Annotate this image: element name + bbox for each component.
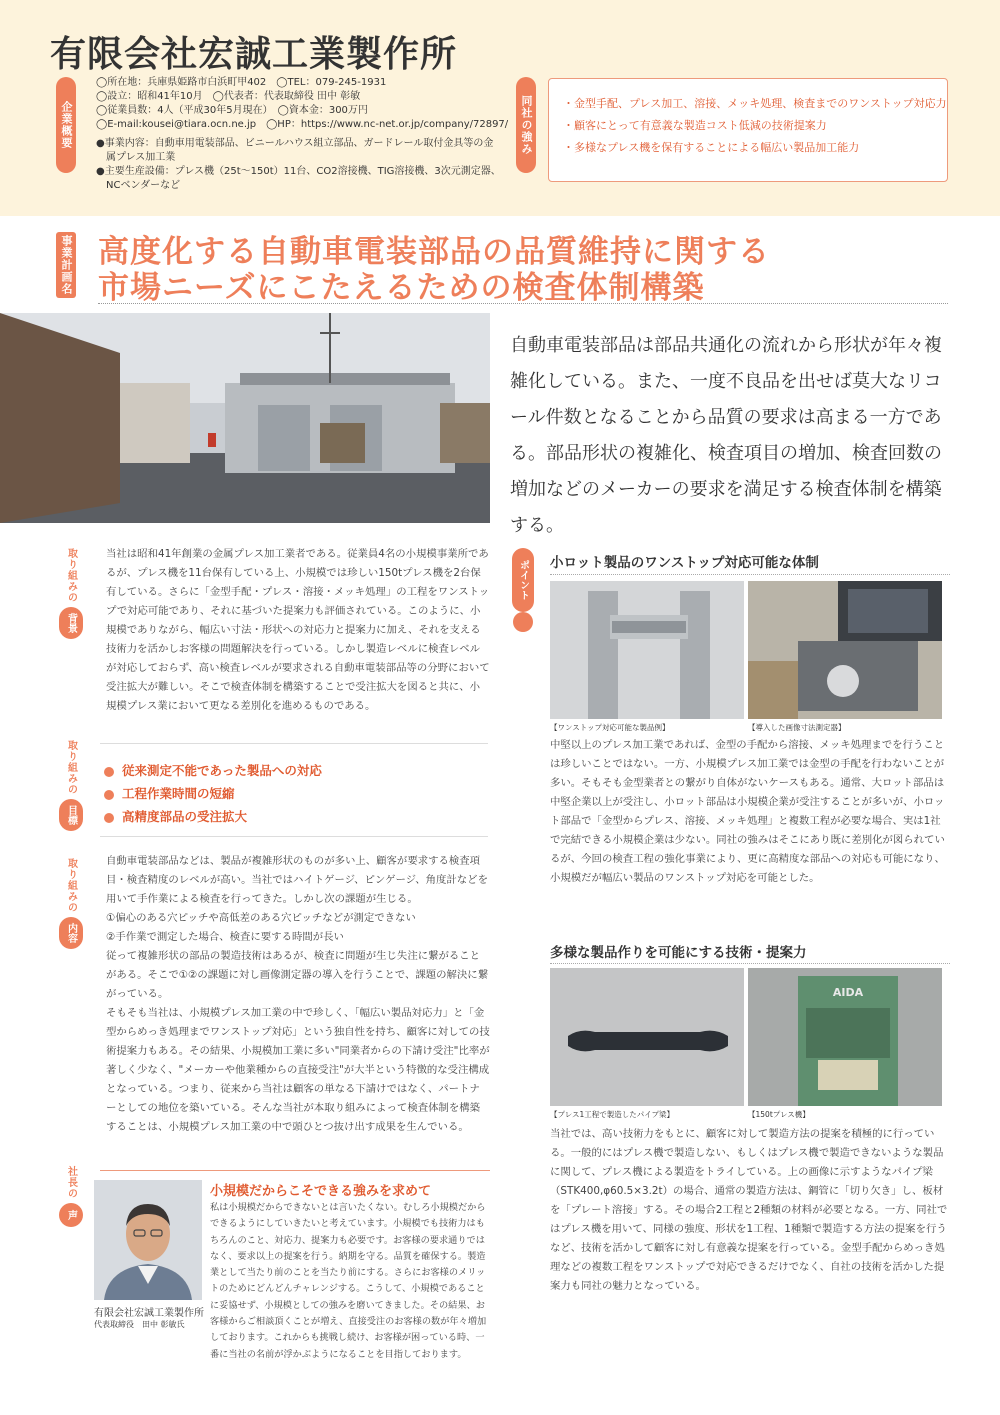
strength-tab: 同社の強み — [516, 77, 536, 173]
product-example-photo — [550, 581, 744, 719]
bullet-icon — [104, 813, 114, 823]
content-paragraph: 自動車電装部品などは、製品が複雑形状のものが多い上、顧客が要求する検査項目・検査精度のレベルが高い。当社ではハイトゲージ、ピンゲージ、角度計などを用いて手作業による検査を行ってきた。しかし次の課題が生じる。 — [106, 855, 488, 905]
goal-label: 高精度部品の受注拡大 — [122, 809, 248, 824]
strength-box — [548, 78, 948, 182]
factory-photo — [0, 313, 490, 523]
info-line: NCベンダーなど — [96, 180, 181, 191]
bullet-icon — [104, 767, 114, 777]
badge-label: 内容 — [59, 917, 83, 949]
background-text: 当社は昭和41年創業の金属プレス加工業者である。従業員4名の小規模事業所であるが、プレス機を11台保有している上、小規模では珍しい150tプレス機を2台保有している。さらに「金型手配・プレス・溶接・メッキ処理」の工程をワンストップで対応可能であり、それに基づいた提案力も評価されている。このように、小規模でありながら、幅広い寸法・形状への対応力と提案力に加え、それを支える技術力を活かしお客様の問題解決を行っている。しかし製造レベルに検査レベルが対応しておらず、高い検査レベルが要求される自動車電装部品等の分野において受注拡大が難しい。そこで検査体制を構築することで受注拡大を図ると共に、小規模プレス業において更なる差別化を進めるものである。 — [106, 548, 490, 712]
badge-label: 声 — [59, 1203, 83, 1227]
press-brand-label: AIDA — [832, 986, 864, 999]
content-paragraph: ②手作業で測定した場合、検査に要する時間が長い — [106, 931, 344, 943]
badge-label: 背景 — [59, 607, 83, 639]
president-badge — [54, 1166, 88, 1227]
goals-badge — [54, 740, 88, 831]
president-company: 有限会社宏誠工業製作所 — [94, 1308, 204, 1319]
plan-tab: 事業計画名 — [56, 232, 76, 298]
goal-item — [104, 784, 235, 802]
section-divider — [100, 743, 488, 744]
point-heading-2: 多様な製品作りを可能にする技術・提案力 — [550, 945, 807, 961]
company-header — [0, 0, 1000, 216]
content-paragraph: ①偏心のある穴ピッチや高低差のある穴ピッチなどが測定できない — [106, 912, 416, 924]
measuring-device-photo — [748, 581, 942, 719]
photo-caption: 【150tプレス機】 — [748, 1110, 810, 1119]
badge-top-text: 取り組みの — [65, 740, 77, 795]
goal-label: 従来測定不能であった製品への対応 — [122, 763, 322, 778]
point-text-2: 当社では、高い技術力をもとに、顧客に対して製造方法の提案を積極的に行っている。一般的にはプレス機で製造しない、もしくはプレス機で製造できないような製品に関して、プレス機による製造をトライしている。上の画像に示すようなパイプ梁（STK400,φ60.5×3.2t）の場合、通常の製造方法は、鋼管に「切り欠き」し、板材を「プレート溶接」する。その場合2工程と2種類の材料が必要となる。一方、同社ではプレス機を用いて、同様の強度、形状を1工程、1種類で製造する方法の提案を行うなど、技術を活かして顧客に対し有意義な提案を行っている。金型手配からめっき処理などの複数工程をワンストップで対応できるだけでなく、自社の技術を活かした提案力も同社の魅力となっている。 — [550, 1128, 948, 1292]
goal-item — [104, 807, 247, 825]
background-badge — [54, 548, 88, 639]
point-heading-1: 小ロット製品のワンストップ対応可能な体制 — [550, 555, 819, 571]
badge-top-text: 取り組みの — [65, 548, 77, 603]
strength-item: ・顧客にとって有意義な製造コスト低減の技術提案力 — [563, 119, 827, 132]
badge-label: 目標 — [59, 799, 83, 831]
info-line: ●主要生産設備：プレス機（25t〜150t）11台、CO2溶接機、TIG溶接機、3次元測定器、 — [96, 166, 501, 177]
info-line: ◯所在地：兵庫県姫路市白浜町甲402 ◯TEL：079-245-1931 — [96, 77, 387, 88]
company-name: 有限会社宏誠工業製作所 — [50, 34, 458, 75]
president-divider — [100, 1170, 490, 1171]
project-title-line-1: 高度化する自動車電装部品の品質維持に関する — [98, 234, 770, 270]
goal-label: 工程作業時間の短縮 — [122, 786, 235, 801]
heading-divider — [550, 574, 950, 575]
content-paragraph: そもそも当社は、小規模プレス加工業の中で珍しく、「幅広い製品対応力」と「金型からめっき処理までワンストップ対応」という独自性を持ち、顧客に対しての技術提案力もある。その結果、小規模加工業に多い"同業者からの下請け受注"比率が著しく少なく、"メーカーや他業種からの直接受注"が大半という特徴的な受注構成となっている。つまり、従来から当社は顧客の単なる下請けではなく、パートナーとしての地位を築いている。そんな当社が本取り組みによって検査体制を構築することは、小規模プレス加工業の中で頭ひとつ抜け出す成果を生んでいる。 — [106, 1007, 490, 1133]
press-machine-photo — [748, 968, 942, 1106]
pipe-beam-photo — [550, 968, 744, 1106]
badge-top-text: 取り組みの — [65, 858, 77, 913]
bullet-icon — [104, 790, 114, 800]
strength-item: ・多様なプレス機を保有することによる幅広い製品加工能力 — [563, 141, 860, 154]
heading-divider — [550, 963, 950, 964]
info-line: ◯設立：昭和41年10月 ◯代表者：代表取締役 田中 彰敏 — [96, 91, 361, 102]
content-paragraph: 従って複雑形状の部品の製造技術はあるが、検査に問題が生じ失注に繋がることがある。そこで①②の課題に対し画像測定器の導入を行うことで、課題の解決に繋がっている。 — [106, 950, 489, 1000]
info-line: ◯E-mail:kousei@tiara.ocn.ne.jp ◯HP：https://www.nc-net.or.jp/company/72897/ — [96, 119, 509, 130]
strength-item: ・金型手配、プレス加工、溶接、メッキ処理、検査までのワンストップ対応力 — [563, 97, 947, 110]
project-title-line-2: 市場ニーズにこたえるための検査体制構築 — [98, 270, 705, 306]
content-text — [106, 852, 490, 1137]
president-photo — [94, 1180, 202, 1300]
overview-tab: 企業概要 — [56, 77, 76, 173]
intro-text: 自動車電装部品は部品共通化の流れから形状が年々複雑化している。また、一度不良品を出せば莫大なリコール件数となることから品質の要求は高まる一方である。部品形状の複雑化、検査項目の増加、検査回数の増加などのメーカーの要求を満足する検査体制を構築する。 — [510, 335, 942, 536]
title-divider — [98, 303, 948, 304]
info-line: ◯従業員数：4人（平成30年5月現在） ◯資本金：300万円 — [96, 105, 368, 116]
president-name: 代表取締役 田中 彰敏氏 — [94, 1320, 185, 1329]
badge-top-text: 社長の — [65, 1166, 77, 1199]
section-divider — [100, 836, 488, 837]
goal-item — [104, 761, 322, 779]
photo-caption: 【ワンストップ対応可能な製品例】 — [550, 723, 670, 732]
photo-caption: 【プレス1工程で製造したパイプ梁】 — [550, 1110, 675, 1119]
info-line: 属プレス加工業 — [96, 152, 176, 163]
point-dot-icon — [513, 612, 533, 632]
content-badge — [54, 858, 88, 949]
info-line: ●事業内容：自動車用電装部品、ビニールハウス組立部品、ガードレール取付金具等の金 — [96, 138, 494, 149]
point-text-1: 中堅以上のプレス加工業であれば、金型の手配から溶接、メッキ処理までを行うことは珍しいことではない。一方、小規模プレス加工業では金型の手配を行わないことが多い。そもそも金型業者との繋がり自体がないケースもある。通常、大ロット部品は中堅企業以上が受注し、小ロット部品は小規模企業が受注することが多いが、小ロット部品で「金型からプレス、溶接、メッキ処理」と複数工程が必要な場合、実は1社で完結できる小規模企業は少ない。同社の強みはそこにあり既に差別化が図られているが、今回の検査工程の強化事業により、更に高精度な部品への対応も可能になり、小規模だが幅広い製品のワンストップ対応を可能とした。 — [550, 739, 945, 884]
president-text: 私は小規模だからできないとは言いたくない。むしろ小規模だからできるようにしていきたいと考えています。小規模でも技術力はもちろんのこと、対応力、提案力も必要です。お客様の要求通りではなく、要求以上の提案を行う。納期を守る。品質を確保する。製造業として当たり前のことを当たり前にする。さらにお客様のメリットのためにどんどんチャレンジする。こうして、小規模であることに妥協せず、小規模としての強みを磨いてきました。その結果、お客様からご相談頂くことが増え、直接受注のお客様の数が年々増加しております。これからも挑戦し続け、お客様が困っている時、一番に当社の名前が浮かぶようになることを目指しております。 — [210, 1202, 487, 1360]
point-badge: ポイント — [512, 548, 534, 612]
president-title: 小規模だからこそできる強みを求めて — [210, 1184, 432, 1199]
photo-caption: 【導入した画像寸法測定器】 — [748, 723, 846, 732]
